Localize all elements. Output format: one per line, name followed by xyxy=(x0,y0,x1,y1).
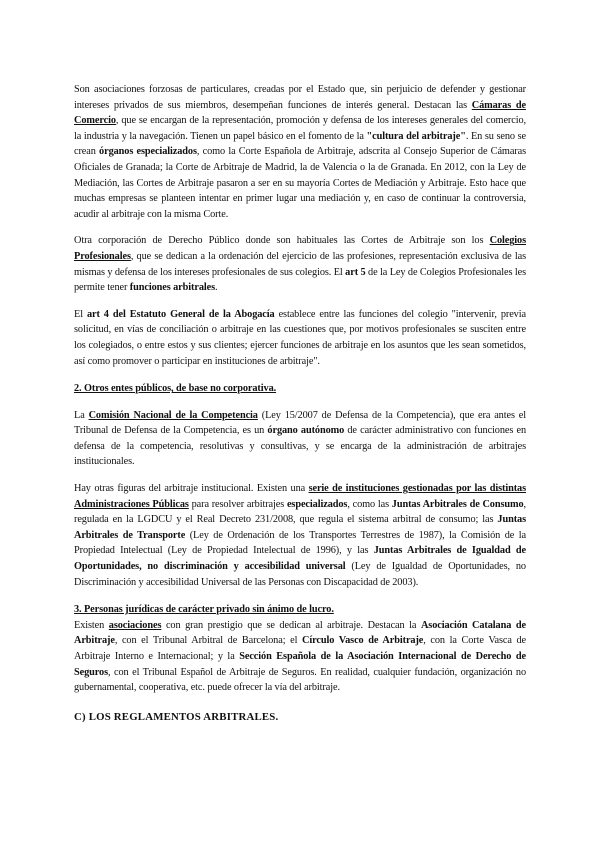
keyword-organo-autonomo: órgano autónomo xyxy=(267,425,345,437)
keyword-asociacion-catalana: Asociación Catalana de Arbitraje xyxy=(74,619,526,647)
keyword-funciones-arbitrales: funciones arbitrales xyxy=(129,282,216,294)
section-heading-3: 3. Personas jurídicas de carácter privado sin ánimo de lucro. xyxy=(74,604,334,616)
keyword-organos-especializados: órganos especializados xyxy=(99,146,197,158)
text-span: , con el Tribunal Arbitral de Barcelona; el xyxy=(114,635,302,647)
text-span: . En su seno se crean xyxy=(74,130,526,158)
document-body xyxy=(74,82,526,725)
text-span: Hay otras figuras del arbitraje institucional. Existen una xyxy=(74,483,309,495)
paragraph-colegios-profesionales xyxy=(74,233,526,295)
keyword-especializados: especializados xyxy=(286,498,348,510)
text-span: , regulada en la LGDCU y el Real Decreto 231/2008, que regula el sistema arbitral de consumo; las xyxy=(74,498,527,526)
keyword-art-4-estatuto: art 4 del Estatuto General de la Abogacía xyxy=(86,308,275,320)
text-span: (Ley de Igualdad de Oportunidades, no Discriminación y accesibilidad Universal de las Personas con Discapacidad de 2003). xyxy=(74,561,526,588)
section-c xyxy=(74,709,526,725)
section-heading-c: C) LOS REGLAMENTOS ARBITRALES. xyxy=(74,710,279,723)
section-2 xyxy=(74,381,526,397)
keyword-seccion-espanola: Sección Española de la Asociación Internacional de Derecho de Seguros xyxy=(74,651,526,678)
paragraph-camaras-comercio xyxy=(74,82,526,222)
keyword-serie-instituciones: serie de instituciones gestionadas por las distintas Administraciones Públicas xyxy=(74,483,526,510)
keyword-juntas-consumo: Juntas Arbitrales de Consumo xyxy=(391,498,524,510)
section-heading-2: 2. Otros entes públicos, de base no corporativa. xyxy=(74,383,277,395)
keyword-art-5: art 5 xyxy=(345,266,366,278)
text-span: con gran prestigio que se dedican al arbitraje. Destacan la xyxy=(161,619,421,631)
text-span: , como las xyxy=(347,498,392,510)
text-span: , que se encargan de la representación, promoción y defensa de los intereses generales del comercio, la industria y la navegación. Tienen un papel básico en el fomento de la xyxy=(74,115,526,142)
text-span: (Ley de Ordenación de los Transportes Terrestres de 1987), la Comisión de la Propiedad Intelectual (Ley de Propiedad Intelectual de 1996), y las xyxy=(74,529,527,557)
text-span: , como la Corte Española de Arbitraje, adscrita al Consejo Superior de Cámaras Oficiales de Granada; la Corte de Arbitraje de Madrid, la de Valencia o la de Granada. En 2012, con la Ley de Mediación, las Cortes de Arbitraje pasaron a ser en su mayoría Cortes de Mediación y Arbitraje. Esto hace que muchas empresas se planteen intentar en primer lugar una mediación y, en caso de continuar la controversia, acudir al arbitraje con la misma Corte. xyxy=(74,146,527,220)
text-span: de la Ley de Colegios Profesionales les permite tener xyxy=(74,266,526,294)
paragraph-arbitraje-institucional xyxy=(74,481,526,590)
text-span: (Ley 15/2007 de Defensa de la Competencia), que era antes el Tribunal de Defensa de la Competencia, es un xyxy=(74,409,526,437)
text-span: , con el Tribunal Español de Arbitraje de Seguros. En realidad, cualquier fundación, organización no gubernamental, cooperativa, etc. puede ofrecer la vía del arbitraje. xyxy=(74,666,526,694)
paragraph-estatuto-abogacia xyxy=(74,307,526,369)
keyword-juntas-transporte: Juntas Arbitrales de Transporte xyxy=(74,514,526,541)
text-span: , que se dedican a la ordenación del ejercicio de las profesiones, representación exclusiva de las mismas y defensa de los intereses profesionales de sus colegios. El xyxy=(74,250,526,278)
text-span: La xyxy=(74,409,89,421)
text-span: El xyxy=(74,308,87,320)
keyword-colegios-profesionales: Colegios Profesionales xyxy=(74,235,526,262)
text-span: establece entre las funciones del colegio "intervenir, previa solicitud, en vías de conciliación o arbitraje en las cuestiones que, por motivos profesionales se susciten entre los colegiados, o entre estos y sus clientes; ejercer funciones de arbitraje en los asuntos que les sean sometidos, así como promover o participar en instituciones de arbitraje". xyxy=(74,308,526,367)
keyword-camaras-comercio: Cámaras de Comercio xyxy=(74,99,526,127)
section-3 xyxy=(74,602,526,618)
text-span: Otra corporación de Derecho Público donde son habituales las Cortes de Arbitraje son los xyxy=(74,235,490,247)
keyword-comision-competencia: Comisión Nacional de la Competencia xyxy=(88,409,258,421)
paragraph-comision-competencia xyxy=(74,408,526,470)
text-span: . xyxy=(215,282,218,294)
keyword-circulo-vasco: Círculo Vasco de Arbitraje xyxy=(301,635,424,647)
keyword-asociaciones: asociaciones xyxy=(108,619,162,631)
paragraph-asociaciones xyxy=(74,618,526,696)
text-span: , con la Corte Vasca de Arbitraje Interno e Internacional; y la xyxy=(74,635,526,662)
text-span: Existen xyxy=(74,619,109,631)
keyword-cultura-arbitraje: "cultura del arbitraje" xyxy=(366,130,466,142)
text-span: para resolver arbitrajes xyxy=(188,498,287,510)
text-span: Son asociaciones forzosas de particulares, creadas por el Estado que, sin perjuicio de defender y gestionar intereses privados de sus miembros, desempeñan funciones de interés general. Destacan las xyxy=(74,84,526,111)
text-span: de carácter administrativo con funciones en defensa de la competencia, resolutivas y consultivas, y se encarga de la administración de arbitrajes institucionales. xyxy=(74,425,526,468)
keyword-juntas-igualdad: Juntas Arbitrales de Igualdad de Oportunidades, no discriminación y accesibilidad universal xyxy=(74,545,527,573)
